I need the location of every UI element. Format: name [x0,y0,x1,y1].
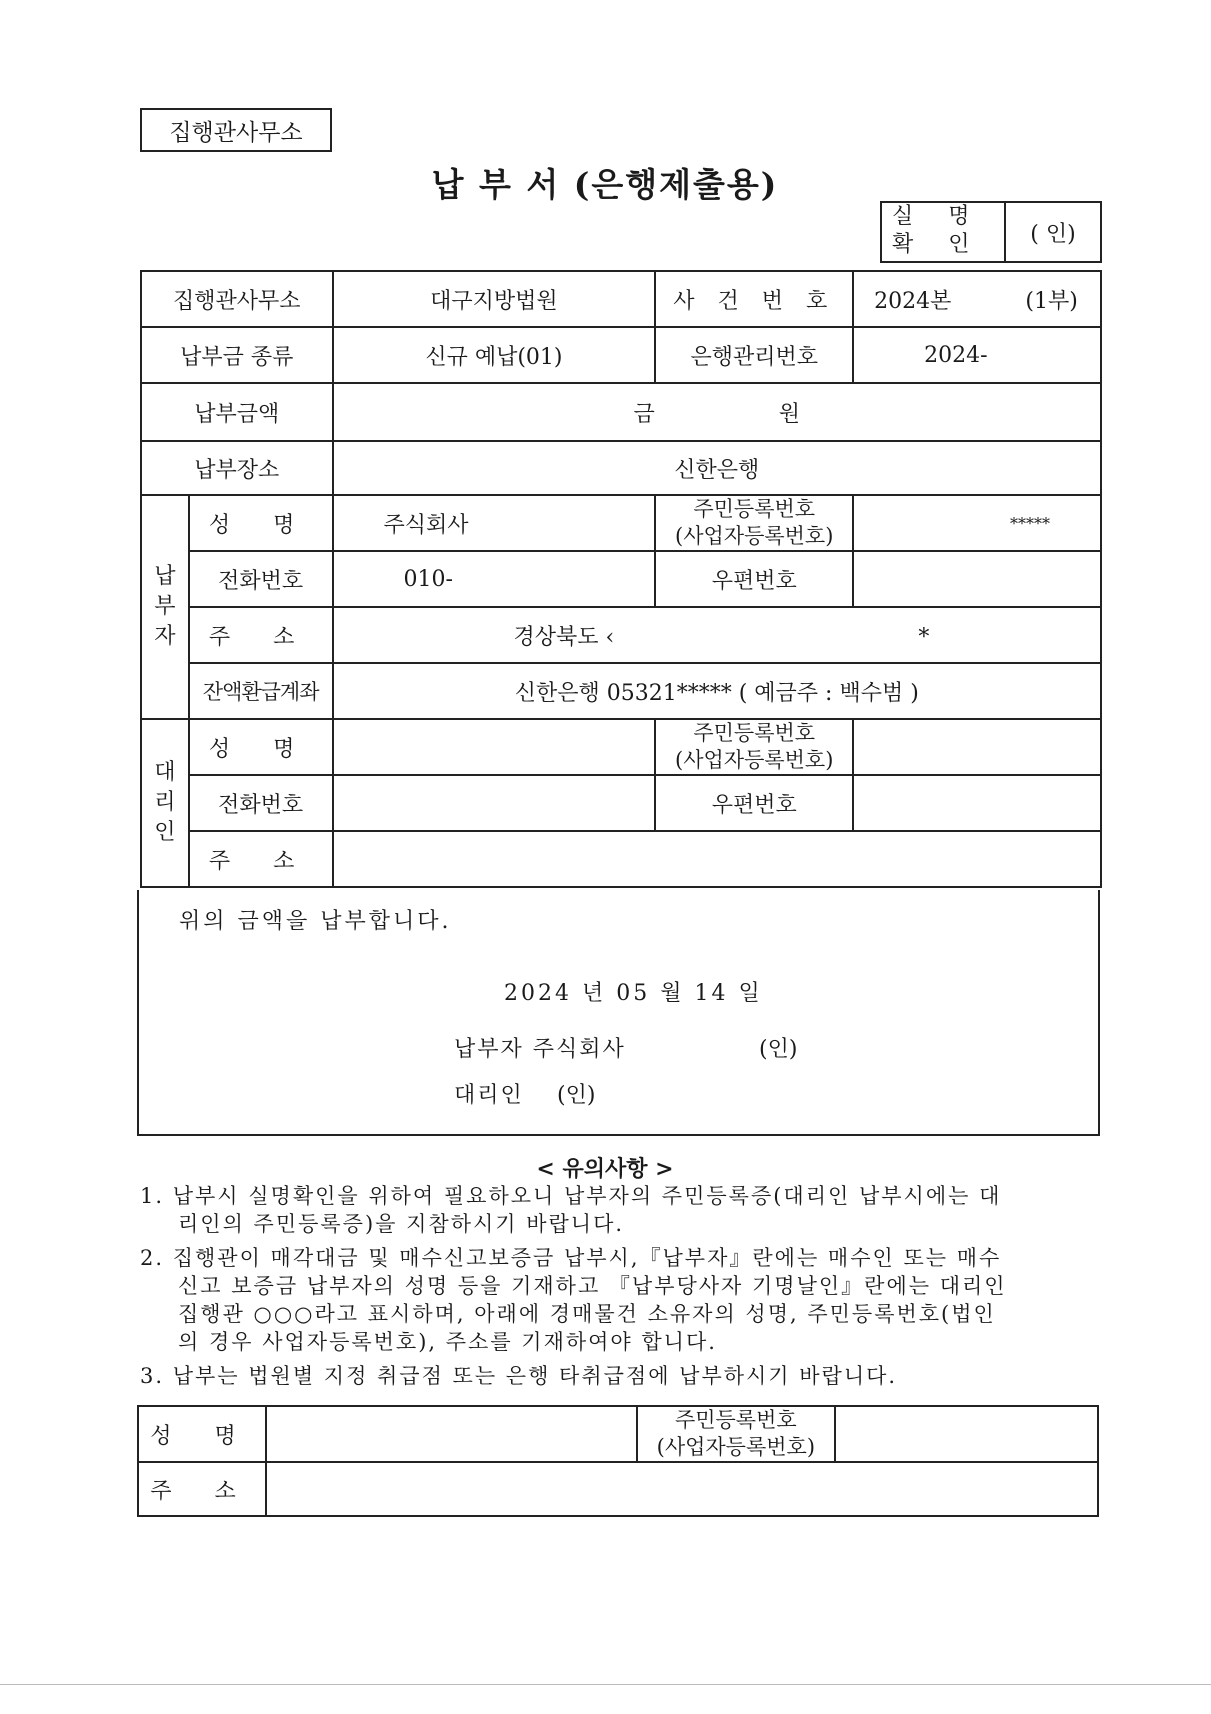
agent-id-value [853,719,1101,775]
page-bottom-edge [0,1684,1211,1685]
office-header-label: 집행관사무소 [169,119,303,146]
owner-name-value [266,1406,637,1462]
amount-prefix: 금 [633,401,655,427]
case-number-text: 2024본 [874,288,952,314]
confirm-seal: ( 인) [1030,221,1076,247]
payer-postal-value [853,551,1101,607]
payment-type-value: 신규 예납(01) [333,327,656,383]
bank-mgmt-label: 은행관리번호 [655,327,853,383]
payer-postal-label: 우편번호 [655,551,853,607]
payer-id-label: 주민등록번호 (사업자등록번호) [655,495,853,551]
payer-group-label: 납 부 자 [141,495,189,719]
case-number-label: 사 건 번 호 [655,271,853,327]
payer-address-label: 주 소 [189,607,333,663]
payment-date: 2024 년 05 월 14 일 [504,981,763,1006]
amount-label: 납부금액 [141,383,333,441]
payer-signature-line: 납부자 주식회사 [454,1037,626,1062]
owner-id-value [835,1406,1098,1462]
agent-phone-label: 전화번호 [189,775,333,831]
signature-area [137,890,1100,1136]
payer-address-text: 경상북도 ‹ [513,624,615,650]
note-2-line-2: 신고 보증금 납부자의 성명 등을 기재하고 『납부당사자 기명날인』란에는 대리인 [178,1274,1007,1298]
note-3-line-1: 3. 납부는 법원별 지정 취급점 또는 은행 타취급점에 납부하시기 바랍니다. [140,1364,898,1388]
agent-group-label: 대 리 인 [141,719,189,887]
agent-id-label: 주민등록번호 (사업자등록번호) [655,719,853,775]
office-header-box [140,108,332,152]
note-1-line-2: 리인의 주민등록증)을 지참하시기 바랍니다. [178,1212,625,1236]
agent-phone-value [333,775,656,831]
owner-name-label: 성 명 [138,1406,266,1462]
note-2-line-1: 2. 집행관이 매각대금 및 매수신고보증금 납부시,『납부자』란에는 매수인 또는 매수 [140,1246,1002,1270]
office-label-cell: 집행관사무소 [141,271,333,327]
refund-account-label: 잔액환급계좌 [189,663,333,719]
office-value-cell: 대구지방법원 [333,271,656,327]
bank-mgmt-value: 2024- [853,327,1101,383]
payer-name-label: 성 명 [189,495,333,551]
agent-seal: (인) [557,1083,596,1108]
refund-account-value: 신한은행 05321***** ( 예금주 : 백수범 ) [333,663,1101,719]
agent-name-label: 성 명 [189,719,333,775]
payment-type-label: 납부금 종류 [141,327,333,383]
case-number-value [853,271,1101,327]
place-label: 납부장소 [141,441,333,495]
amount-value [333,383,1101,441]
confirm-label: 실 명 확 인 [882,203,1006,261]
note-1-line-1: 1. 납부시 실명확인을 위하여 필요하오니 납부자의 주민등록증(대리인 납부시에는 대 [140,1184,1002,1208]
agent-signature-line: 대리인 [454,1083,524,1108]
payer-seal: (인) [759,1037,798,1062]
payment-form-table [140,270,1102,888]
owner-address-value [266,1462,1098,1516]
note-2-line-3: 집행관 ○○○라고 표시하며, 아래에 경매물건 소유자의 성명, 주민등록번호(법인 [178,1302,996,1326]
notes-title: < 유의사항 > [536,1156,674,1182]
payment-statement: 위의 금액을 납부합니다. [179,909,452,934]
real-name-confirmation-box [880,201,1102,263]
owner-address-label: 주 소 [138,1462,266,1516]
payer-id-value: ***** [853,495,1101,551]
amount-suffix: 원 [778,401,801,427]
document-title: 납 부 서 (은행제출용) [431,164,779,204]
payer-phone-value: 010- [333,551,656,607]
agent-postal-value [853,775,1101,831]
owner-id-label: 주민등록번호 (사업자등록번호) [637,1406,835,1462]
agent-address-value [333,831,1101,887]
agent-postal-label: 우편번호 [655,775,853,831]
place-value: 신한은행 [333,441,1101,495]
payer-address-mark: * [918,624,930,650]
case-copies: (1부) [1025,288,1078,314]
agent-name-value [333,719,656,775]
owner-info-table [137,1405,1099,1517]
payer-phone-label: 전화번호 [189,551,333,607]
payer-name-value: 주식회사 [333,495,656,551]
agent-address-label: 주 소 [189,831,333,887]
note-2-line-4: 의 경우 사업자등록번호), 주소를 기재하여야 합니다. [178,1330,717,1354]
payer-address-value [333,607,1101,663]
